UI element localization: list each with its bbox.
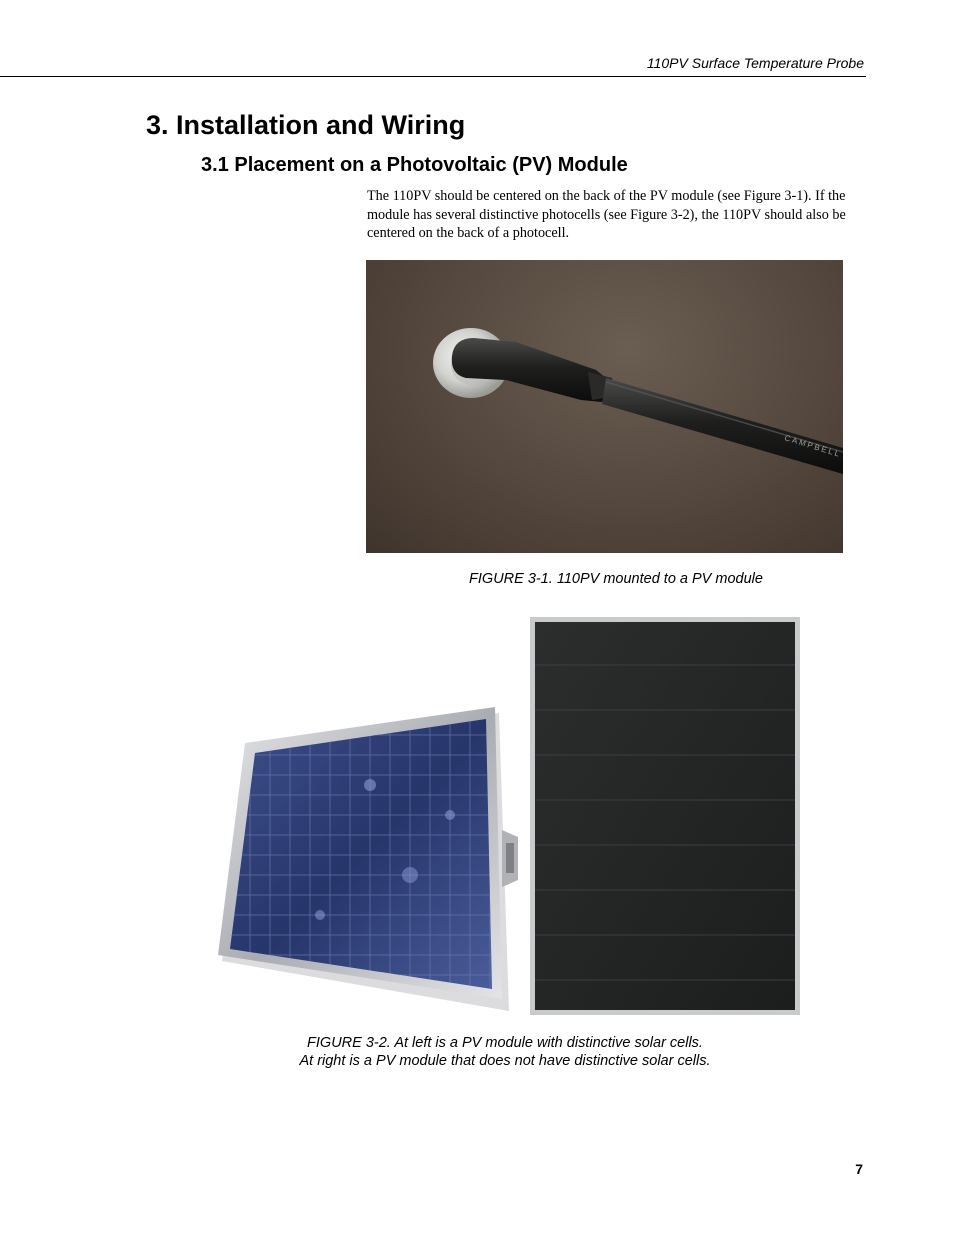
probe-cable <box>602 378 843 474</box>
section-title: 3.1 Placement on a Photovoltaic (PV) Module <box>201 154 628 176</box>
section-paragraph: The 110PV should be centered on the back of the PV module (see Figure 3-1). If the module has several distinctive photocells (see Figure 3-2), the 110PV should also be centered on the back of a photocell. <box>367 188 846 241</box>
pv-modules-illustration <box>210 615 805 1020</box>
figure-probe-photo <box>366 260 843 553</box>
figure2-caption-line2: At right is a PV module that does not have distinctive solar cells. <box>299 1053 711 1069</box>
cable-print-text: CAMPBELL <box>783 433 843 460</box>
figure-pv-modules <box>210 615 805 1020</box>
pv-module-distinctive-cells <box>218 707 518 1011</box>
figure2-caption <box>180 1034 830 1070</box>
page-number: 7 <box>855 1161 863 1177</box>
probe-photo-illustration <box>366 260 843 553</box>
figure1-caption: FIGURE 3-1. 110PV mounted to a PV module <box>469 571 763 587</box>
header-rule <box>0 76 866 77</box>
pv-module-uniform <box>530 617 800 1015</box>
figure2-caption-line1: FIGURE 3-2. At left is a PV module with distinctive solar cells. <box>307 1035 703 1051</box>
chapter-title: 3. Installation and Wiring <box>146 110 466 140</box>
running-header: 110PV Surface Temperature Probe <box>646 55 864 71</box>
